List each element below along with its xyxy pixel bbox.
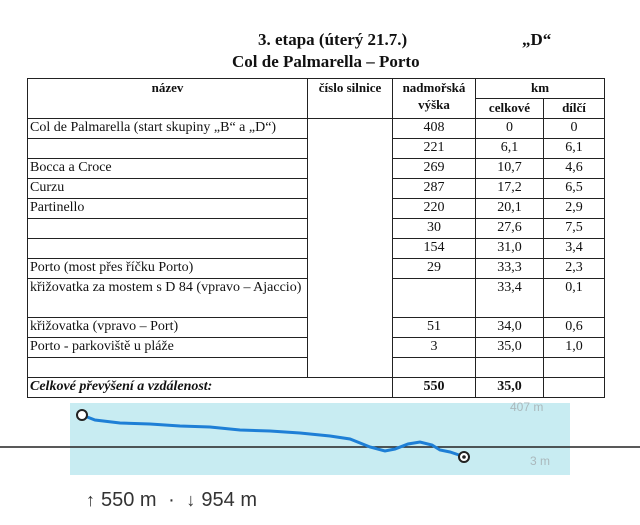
row-altitude: 29 <box>393 259 476 279</box>
row-altitude <box>393 358 476 378</box>
row-name <box>28 239 308 259</box>
table-row <box>28 119 605 139</box>
row-total-km: 6,1 <box>476 139 544 159</box>
row-partial-km: 2,9 <box>544 199 605 219</box>
row-name: Porto - parkoviště u pláže <box>28 338 308 358</box>
row-partial-km: 0 <box>544 119 605 139</box>
col-header-km: km <box>476 79 605 99</box>
profile-min-label: 3 m <box>530 454 551 468</box>
row-name <box>28 358 308 378</box>
profile-background <box>70 403 570 475</box>
row-altitude: 221 <box>393 139 476 159</box>
row-total-km: 27,6 <box>476 219 544 239</box>
row-altitude: 51 <box>393 318 476 338</box>
row-name: Porto (most přes říčku Porto) <box>28 259 308 279</box>
group-label: „D“ <box>522 30 552 49</box>
row-name <box>28 139 308 159</box>
row-partial-km: 2,3 <box>544 259 605 279</box>
row-partial-km: 3,4 <box>544 239 605 259</box>
summary-altitude: 550 <box>393 378 476 398</box>
end-marker-dot <box>462 455 466 459</box>
row-name: křižovatka (vpravo – Port) <box>28 318 308 338</box>
row-name: křižovatka za mostem s D 84 (vpravo – Ajaccio) <box>28 279 308 318</box>
elevation-profile-svg <box>0 395 640 485</box>
col-header-name: název <box>28 79 308 119</box>
row-total-km <box>476 358 544 378</box>
stats-separator: · <box>168 489 175 511</box>
row-partial-km <box>544 358 605 378</box>
row-partial-km: 1,0 <box>544 338 605 358</box>
row-altitude: 269 <box>393 159 476 179</box>
table-header-row-1 <box>28 79 605 99</box>
col-header-total: celkové <box>476 99 544 119</box>
row-partial-km: 0,6 <box>544 318 605 338</box>
row-total-km: 33,4 <box>476 279 544 318</box>
col-header-partial: dílčí <box>544 99 605 119</box>
ascent-value: 550 m <box>101 489 157 511</box>
title-line-1 <box>0 30 640 50</box>
down-arrow-icon: ↓ <box>186 490 196 510</box>
row-altitude: 3 <box>393 338 476 358</box>
row-total-km: 34,0 <box>476 318 544 338</box>
row-name: Col de Palmarella (start skupiny „B“ a „D“) <box>28 119 308 139</box>
row-total-km: 35,0 <box>476 338 544 358</box>
summary-label: Celkové převýšení a vzdálenost: <box>28 378 393 398</box>
row-altitude: 154 <box>393 239 476 259</box>
row-name: Partinello <box>28 199 308 219</box>
descent-value: 954 m <box>201 489 257 511</box>
row-altitude: 220 <box>393 199 476 219</box>
route-title: Col de Palmarella – Porto <box>232 52 420 71</box>
row-total-km: 17,2 <box>476 179 544 199</box>
elevation-profile <box>0 395 640 485</box>
profile-max-label: 407 m <box>510 400 544 414</box>
start-marker-icon <box>77 410 87 420</box>
row-name: Bocca a Croce <box>28 159 308 179</box>
elevation-stats <box>86 489 263 512</box>
row-total-km: 33,3 <box>476 259 544 279</box>
route-table <box>27 78 605 398</box>
up-arrow-icon: ↑ <box>86 490 95 510</box>
row-partial-km: 4,6 <box>544 159 605 179</box>
row-name <box>28 219 308 239</box>
row-partial-km: 6,1 <box>544 139 605 159</box>
row-altitude: 30 <box>393 219 476 239</box>
col-header-altitude: nadmořská výška <box>393 79 476 119</box>
row-total-km: 0 <box>476 119 544 139</box>
stage-title: 3. etapa (úterý 21.7.) <box>258 30 408 49</box>
row-partial-km: 7,5 <box>544 219 605 239</box>
col-header-road: číslo silnice <box>308 79 393 119</box>
row-total-km: 31,0 <box>476 239 544 259</box>
row-total-km: 10,7 <box>476 159 544 179</box>
row-total-km: 20,1 <box>476 199 544 219</box>
row-altitude: 287 <box>393 179 476 199</box>
row-partial-km: 0,1 <box>544 279 605 318</box>
row-name: Curzu <box>28 179 308 199</box>
road-cell <box>308 119 393 378</box>
row-partial-km: 6,5 <box>544 179 605 199</box>
row-altitude <box>393 279 476 318</box>
summary-total-km: 35,0 <box>476 378 544 398</box>
row-altitude: 408 <box>393 119 476 139</box>
